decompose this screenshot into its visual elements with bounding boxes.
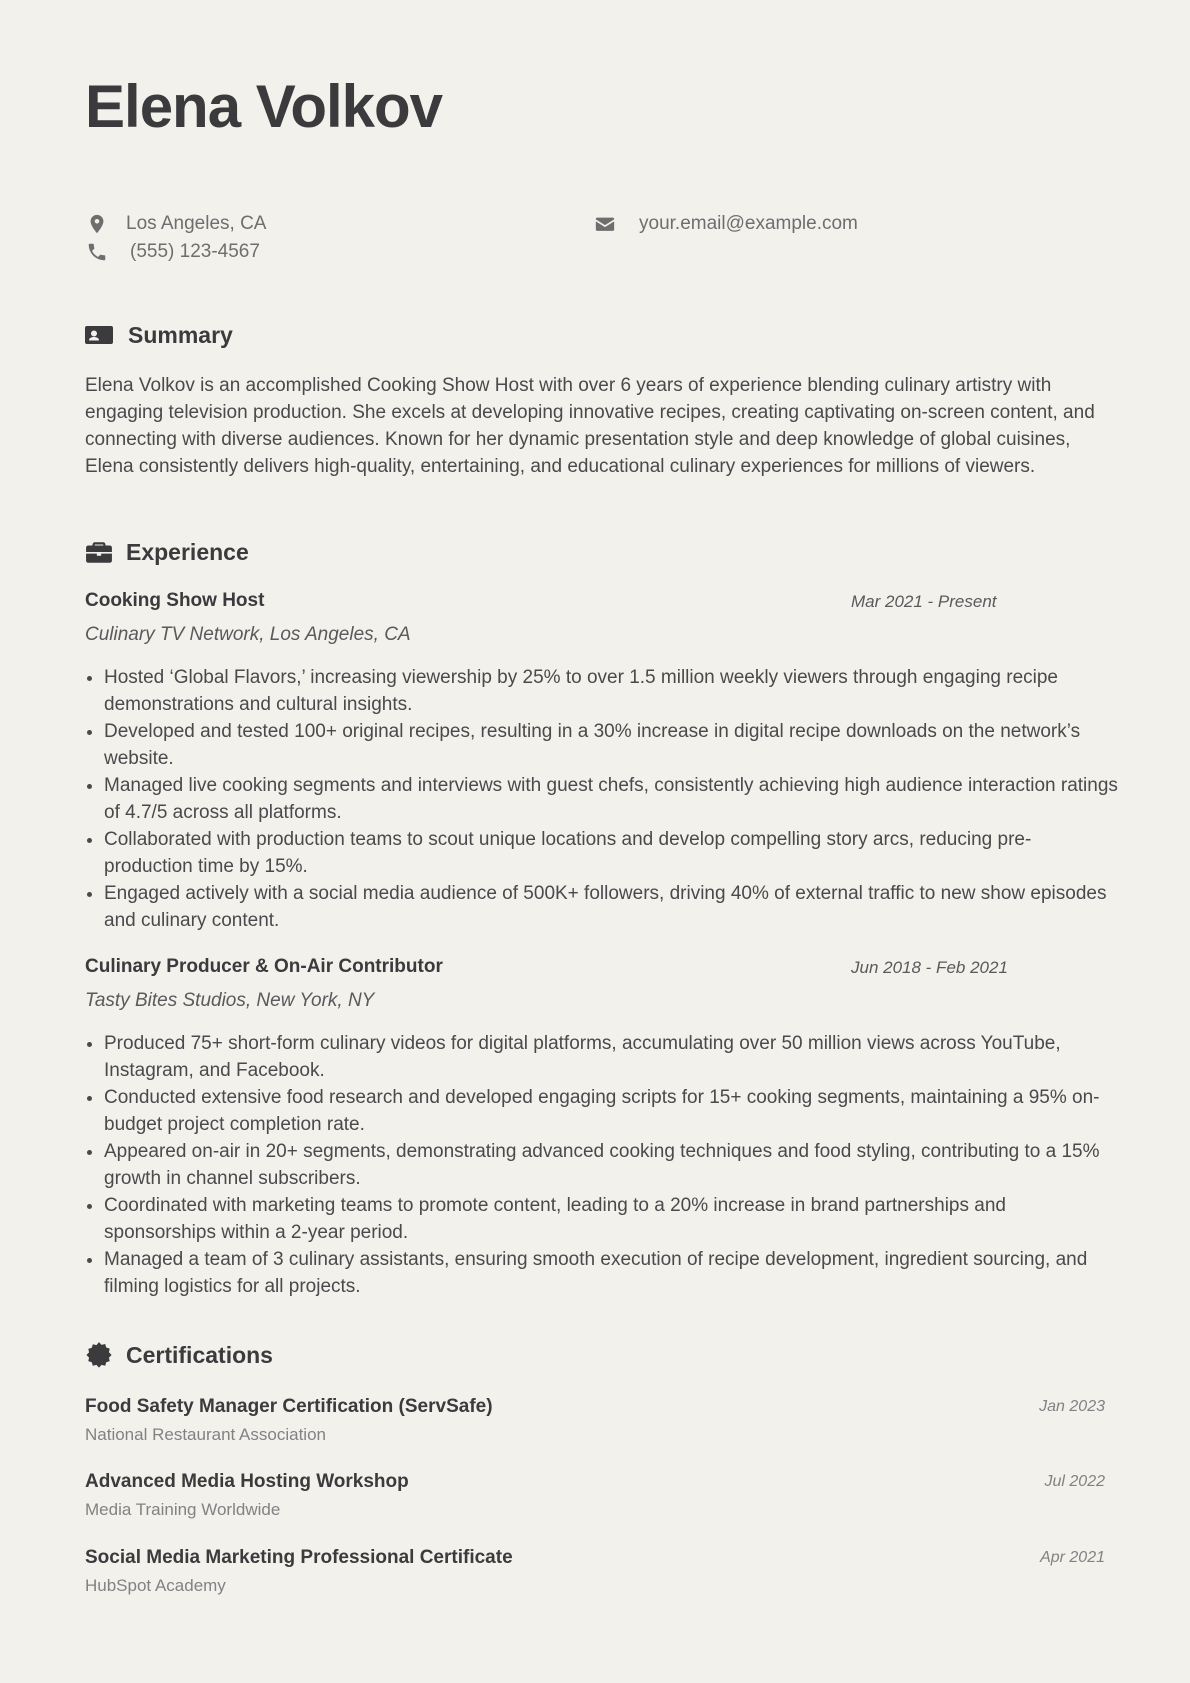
phone-icon [85,240,109,264]
cert-name: Food Safety Manager Certification (ServSafe) [85,1396,493,1417]
summary-heading-label: Summary [128,321,233,348]
cert-name: Social Media Marketing Professional Certificate [85,1547,513,1568]
certifications-heading-label: Certifications [126,1341,273,1368]
email-link[interactable]: your.email@example.com [639,213,858,234]
contact-email [593,212,858,236]
cert-org: HubSpot Academy [85,1576,226,1595]
id-card-icon [85,321,113,349]
experience-heading-label: Experience [126,538,249,565]
certification-item [85,1396,1105,1446]
certificate-icon [85,1341,113,1369]
job-bullet: Produced 75+ short-form culinary videos for digital platforms, accumulating over 50 million views across YouTube, Instagram, and Facebook. [85,1030,1120,1084]
cert-date: Jul 2022 [1044,1473,1105,1490]
job-bullet: Managed live cooking segments and interviews with guest chefs, consistently achieving high audience interaction ratings of 4.7/5 across all platforms. [85,772,1120,826]
candidate-name: Elena Volkov [85,73,443,140]
job-bullet: Conducted extensive food research and developed engaging scripts for 15+ cooking segments, maintaining a 95% on-budget project completion rate. [85,1084,1120,1138]
cert-date: Jan 2023 [1039,1398,1105,1415]
cert-date: Apr 2021 [1040,1549,1105,1566]
summary-heading [85,321,233,349]
job-entry [85,956,1120,1300]
certifications-heading [85,1341,273,1369]
summary-text: Elena Volkov is an accomplished Cooking Show Host with over 6 years of experience blending culinary artistry with engaging television production. She excels at developing innovative recipes, creating captivating on-screen content, and connecting with diverse audiences. Known for her dynamic presentation style and deep knowledge of global cuisines, Elena consistently delivers high-quality, entertaining, and educational culinary experiences for millions of viewers. [85,375,1095,477]
certification-item [85,1471,1105,1521]
job-bullet: Appeared on-air in 20+ segments, demonstrating advanced cooking techniques and food styling, contributing to a 15% growth in channel subscribers. [85,1138,1120,1192]
job-bullet: Managed a team of 3 culinary assistants, ensuring smooth execution of recipe development, ingredient sourcing, and filming logistics for all projects. [85,1246,1120,1300]
job-company: Tasty Bites Studios, New York, NY [85,990,375,1011]
map-marker-icon [85,212,109,236]
job-bullet: Hosted ‘Global Flavors,’ increasing viewership by 25% to over 1.5 million weekly viewers through engaging recipe demonstrations and cultural insights. [85,664,1120,718]
envelope-icon [593,212,617,236]
job-bullets [85,1030,1120,1300]
cert-org: Media Training Worldwide [85,1500,281,1519]
job-dates: Mar 2021 - Present [851,592,997,611]
contact-location [85,212,266,236]
job-entry [85,590,1120,934]
job-bullet: Engaged actively with a social media audience of 500K+ followers, driving 40% of external traffic to new show episodes and culinary content. [85,880,1120,934]
job-bullet: Coordinated with marketing teams to promote content, leading to a 20% increase in brand partnerships and sponsorships within a 2-year period. [85,1192,1120,1246]
cert-org: National Restaurant Association [85,1425,326,1444]
location-text: Los Angeles, CA [126,213,267,234]
job-dates: Jun 2018 - Feb 2021 [851,958,1008,977]
cert-name: Advanced Media Hosting Workshop [85,1471,409,1492]
briefcase-icon [85,538,113,566]
job-title: Cooking Show Host [85,590,265,611]
job-bullets [85,664,1120,934]
job-title: Culinary Producer & On-Air Contributor [85,956,443,977]
experience-heading [85,538,249,566]
job-bullet: Developed and tested 100+ original recipes, resulting in a 30% increase in digital recipe downloads on the network’s website. [85,718,1120,772]
phone-text: (555) 123-4567 [130,241,260,262]
certification-item [85,1547,1105,1597]
contact-phone [85,240,260,264]
job-company: Culinary TV Network, Los Angeles, CA [85,624,411,645]
job-bullet: Collaborated with production teams to scout unique locations and develop compelling story arcs, reducing pre-production time by 15%. [85,826,1120,880]
